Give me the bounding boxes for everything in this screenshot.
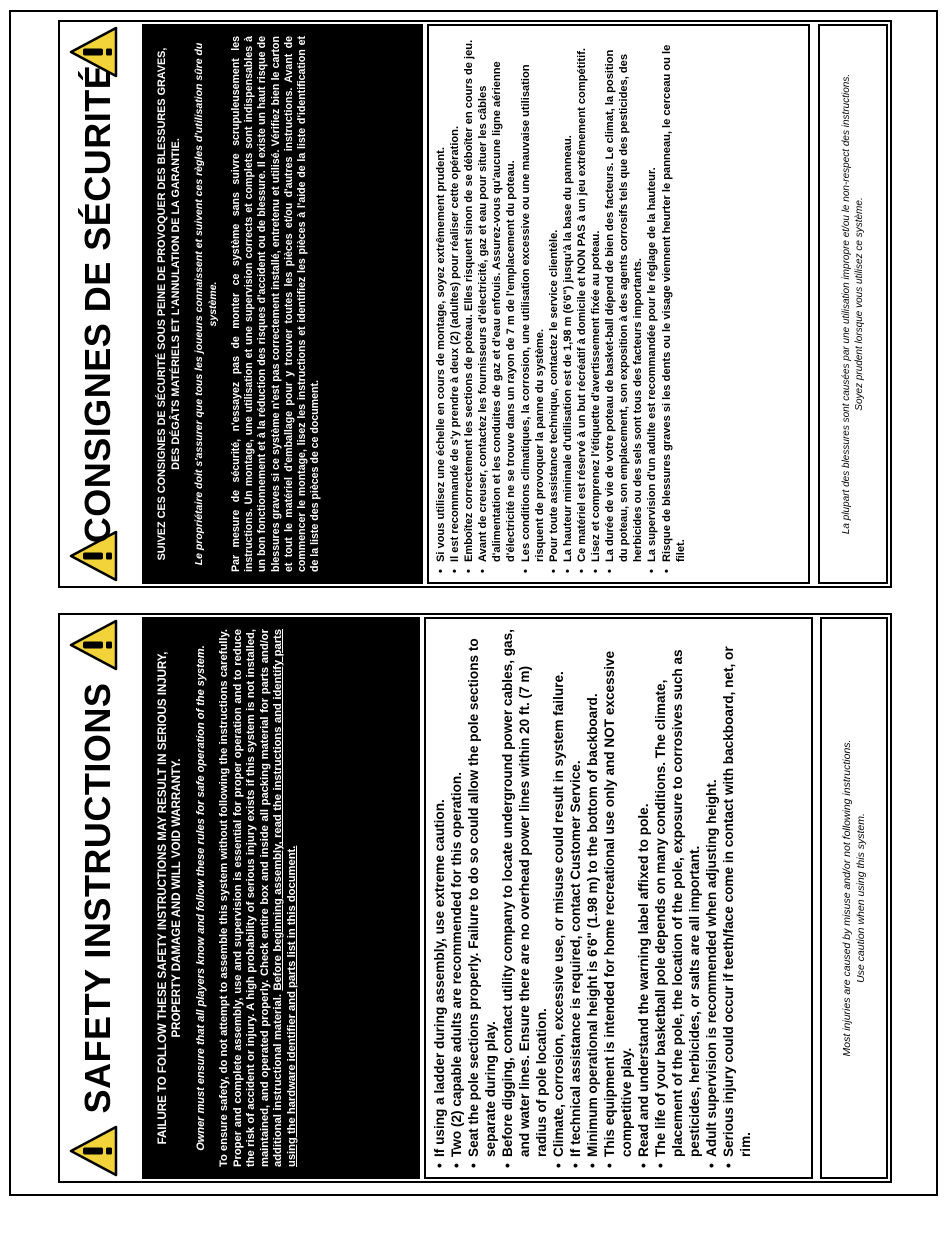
- list-item: • If using a ladder during assembly, use extreme caution.: [431, 627, 448, 1157]
- english-footer-line1: Most injuries are caused by misuse and/or not following instructions.: [841, 739, 853, 1057]
- french-header: [58, 20, 138, 588]
- french-footer-line1: La plupart des blessures sont causées par une utilisation impropre et/ou le non-respect des instructions.: [841, 73, 852, 535]
- list-item: • Ce matériel est réservé à un but récréatif à domicile et NON PAS à un jeu extrêmement compétitif.: [575, 34, 589, 562]
- list-item: • Minimum operational height is 6'6" (1.98 m) to the bottom of backboard.: [584, 627, 601, 1157]
- list-item: • Lisez et comprenez l'étiquette d'avertissement fixée au poteau.: [589, 34, 603, 562]
- french-warning-box: [142, 24, 423, 584]
- list-item: • Il est recommandé de s'y prendre à deux (2) (adultes) pour réaliser cette opération.: [448, 34, 462, 562]
- english-footer-note: [820, 617, 888, 1179]
- list-item: • Pour toute assistance technique, contactez le service clientèle.: [547, 34, 561, 562]
- list-item: • La hauteur minimale d'utilisation est de 1,98 m (6'6") jusqu'à la base du panneau.: [561, 34, 575, 562]
- french-footer-line2: Soyez prudent lorsque vous utilisez ce système.: [854, 197, 865, 411]
- english-safety-panel: [58, 613, 892, 1183]
- french-title: CONSIGNES DE SÉCURITÉ: [77, 64, 118, 544]
- list-item: • Seat the pole sections properly. Failure to do so could allow the pole sections to separate during play.: [465, 627, 499, 1157]
- english-body-main: To ensure safety, do not attempt to assemble this system without following the instructions carefully. Proper and complete assembly, use and supervision is essential for proper operation and to reduce the risk of accident or injury. A high probability of serious injury exists if this system is not installed, maintained, and operated properly. Check entire box and inside all packing material for parts and/or additional instructional material.: [218, 629, 285, 1167]
- list-item: • Before digging, contact utility company to locate underground power cables, gas, and water lines. Ensure there are no overhead power lines within 20 ft. (7 m) radius of pole location.: [499, 627, 550, 1157]
- list-item: • Emboîtez correctement les sections de poteau. Elles risquent sinon de se déboîter en cours de jeu.: [462, 34, 476, 562]
- english-body-text: [218, 629, 300, 1167]
- warning-triangle-icon: [68, 1125, 120, 1177]
- english-instructions-list: [424, 617, 813, 1179]
- french-owner-note: Le propriétaire doit s'assurer que tous les joueurs connaissent et suivent ces règles d'utilisation sûre du système.: [193, 42, 219, 566]
- list-item: • Avant de creuser, contactez les fournisseurs d'électricité, gaz et eau pour situer les câbles d'alimentation et les conduites de gaz et d'eau enfouis. Assurez-vous qu'aucune ligne aérienne d'électricité ne se trouve dans un rayon de 7 m de l'emplacement du poteau.: [476, 34, 518, 562]
- list-item: • Climate, corrosion, excessive use, or misuse could result in system failure.: [550, 627, 567, 1157]
- list-item: • La durée de vie de votre poteau de basket-ball dépend de bien des facteurs. Le climat, la position du poteau, son emplacement, son exposition à des agents corrosifs tels que des pesticides, des herbicides ou des sels sont tous des facteurs importants.: [603, 34, 645, 562]
- english-owner-note: Owner must ensure that all players know and follow these rules for safe operation of the system.: [195, 645, 207, 1151]
- list-item: • Serious injury could occur if teeth/face come in contact with backboard, net, or rim.: [720, 627, 754, 1157]
- english-body-underlined: Before beginning assembly, read the instructions and identify parts using the hardware identifier and parts list in this document.: [272, 629, 298, 1167]
- list-item: • Adult supervision is recommended when adjusting height.: [703, 627, 720, 1157]
- warning-triangle-icon: [68, 619, 120, 671]
- list-item: • Si vous utilisez une échelle en cours de montage, soyez extrêmement prudent.: [434, 34, 448, 562]
- french-footer-note: [818, 24, 888, 584]
- english-footer-line2: Use caution when using this system.: [855, 813, 867, 983]
- french-instructions-list: [427, 24, 810, 584]
- french-body-text: Par mesure de sécurité, n'essayez pas de monter ce système sans suivre scrupuleusement les instructions. Un montage, une utilisation et une supervision corrects et complets sont indispensables à un bon fonctionnement et à la réduction des risques d'accident ou de blessure. Il existe un haut risque de blessures graves si ce système n'est pas correctement installé, entretenu et utilisé. Vérifiez bien le carton et tout le matériel d'emballage pour y trouver toutes les pièces et/ou d'autres instructions. Avant de commencer le montage, lisez les instructions et identifiez les pièces à l'aide de la liste d'identification et de la liste des pièces de ce document.: [230, 36, 322, 572]
- list-item: • This equipment is intended for home recreational use only and NOT excessive competitive play.: [601, 627, 635, 1157]
- list-item: • If technical assistance is required, contact Customer Service.: [567, 627, 584, 1157]
- list-item: • Les conditions climatiques, la corrosion, une utilisation excessive ou une mauvaise utilisation risquent de provoquer la panne du système.: [519, 34, 547, 562]
- list-item: • The life of your basketball pole depends on many conditions. The climate, placement of the pole, the location of the pole, exposure to corrosives such as pesticides, herbicides, or salts are all important.: [652, 627, 703, 1157]
- list-item: • La supervision d'un adulte est recommandée pour le réglage de la hauteur.: [645, 34, 659, 562]
- english-lead-warning: FAILURE TO FOLLOW THESE SAFETY INSTRUCTIONS MAY RESULT IN SERIOUS INJURY, PROPERTY DAMAGE AND WILL VOID WARRANTY.: [157, 651, 183, 1145]
- list-item: • Read and understand the warning label affixed to pole.: [635, 627, 652, 1157]
- english-warning-box: [142, 617, 420, 1179]
- list-item: • Risque de blessures graves si les dents ou le visage viennent heurter le panneau, le cerceau ou le filet.: [660, 34, 688, 562]
- english-title: SAFETY INSTRUCTIONS: [77, 682, 118, 1114]
- english-header: [58, 613, 138, 1183]
- french-safety-panel: [58, 20, 892, 588]
- list-item: • Two (2) capable adults are recommended for this operation.: [448, 627, 465, 1157]
- warning-triangle-icon: [68, 26, 120, 78]
- french-lead-warning: SUIVEZ CES CONSIGNES DE SÉCURITÉ SOUS PEINE DE PROVOQUER DES BLESSURES GRAVES, DES DÉGÂTS MATÉRIELS ET L'ANNULATION DE LA GARANTIE.: [156, 47, 182, 561]
